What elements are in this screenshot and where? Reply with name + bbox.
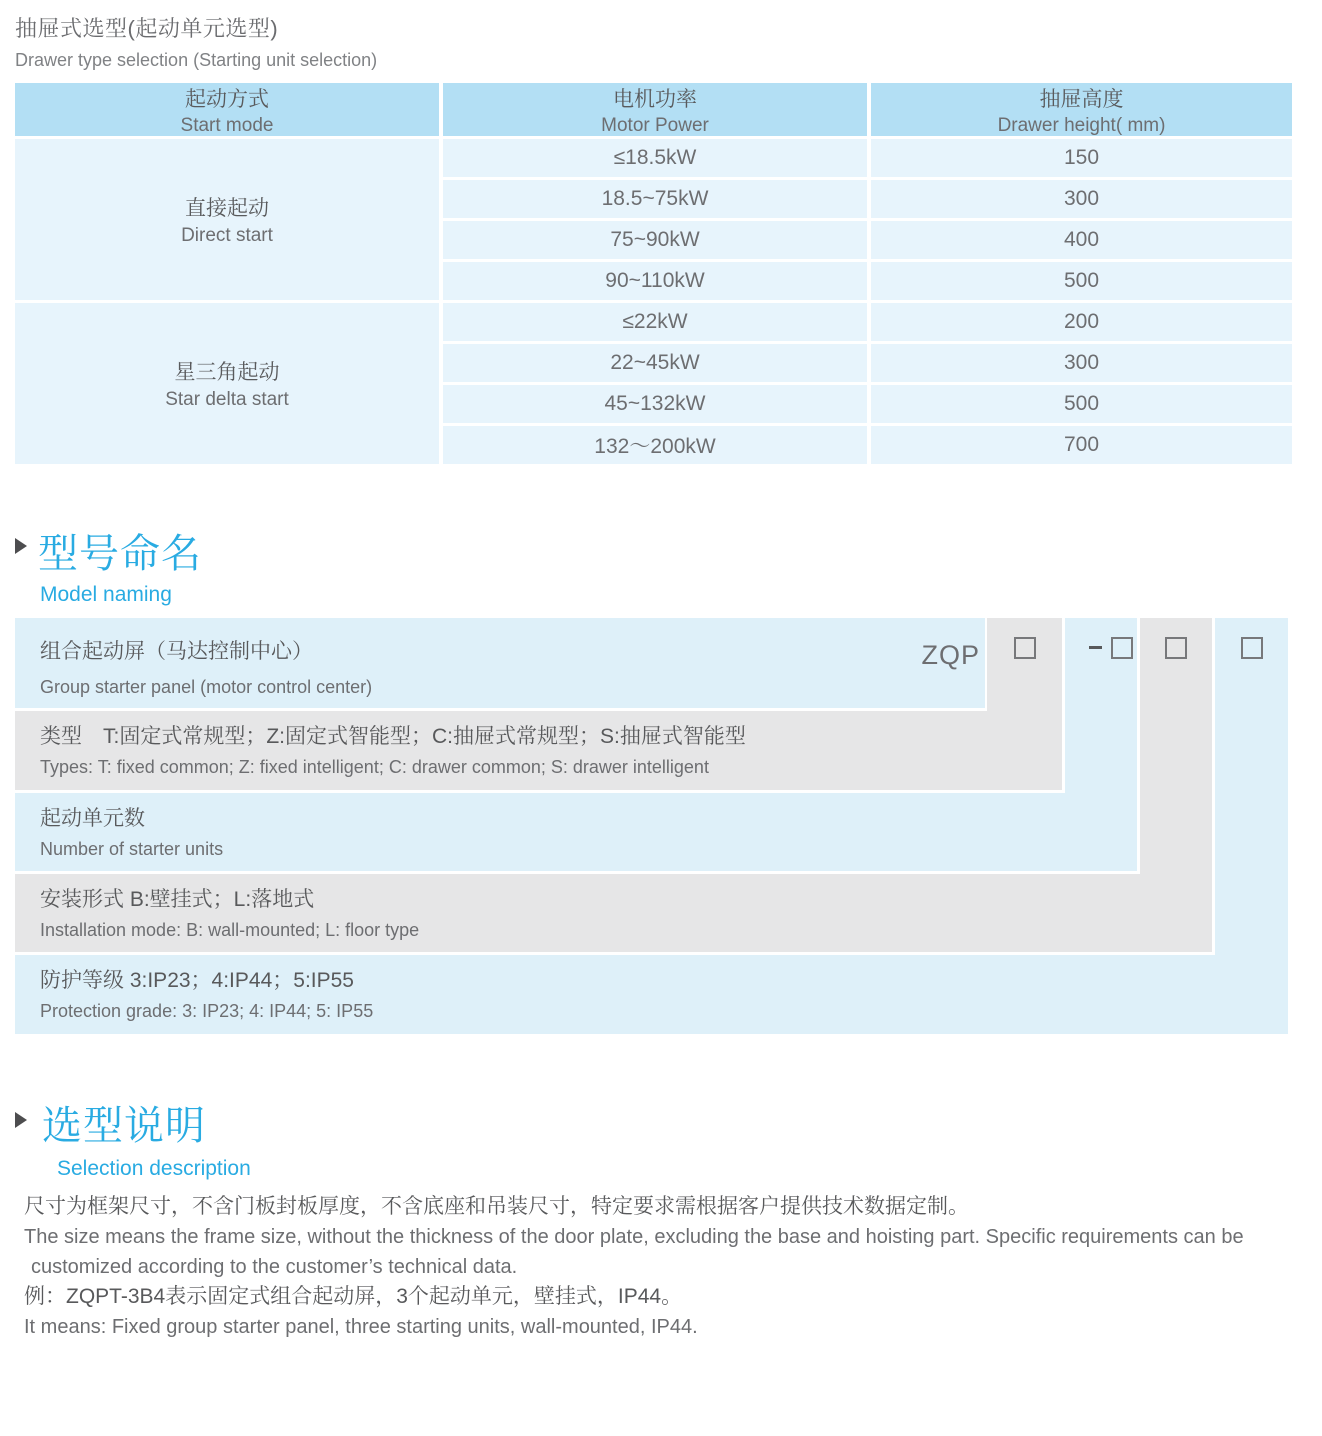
model-row-en: Types: T: fixed common; Z: fixed intelligent; C: drawer common; S: drawer intelligent: [40, 757, 709, 777]
section-title-cn: 型号命名: [38, 532, 202, 576]
drawer-selection-table: [15, 83, 1288, 464]
model-row-cn: 类型 T:固定式常规型；Z:固定式智能型；C:抽屉式常规型；S:抽屉式智能型: [40, 725, 746, 748]
height-cell: 700: [871, 426, 1292, 464]
dash-icon: [1089, 646, 1102, 649]
desc-line: The size means the frame size, without the thickness of the door plate, excluding the base and hoisting part. Specific requirements can be: [24, 1226, 1244, 1248]
selection-description-paragraph: [24, 1192, 1298, 1342]
model-row-installation-mode: [15, 874, 1212, 952]
section-title-en: Model naming: [40, 583, 172, 606]
power-cell: ≤22kW: [443, 303, 867, 341]
model-row-cn: 防护等级 3:IP23；4:IP44；5:IP55: [40, 969, 354, 992]
model-naming-diagram: [15, 618, 1288, 1034]
height-cell: 200: [871, 303, 1292, 341]
model-strip-units: [1065, 618, 1137, 871]
desc-line: It means: Fixed group starter panel, three starting units, wall-mounted, IP44.: [24, 1316, 698, 1338]
height-cell: 150: [871, 139, 1292, 177]
section-model-naming: [15, 522, 202, 607]
model-strip-installation: [1140, 618, 1212, 952]
desc-line: 尺寸为框架尺寸，不含门板封板厚度，不含底座和吊装尺寸，特定要求需根据客户提供技术数据定制。: [24, 1195, 969, 1218]
column-header-cn: 起动方式: [185, 87, 269, 111]
model-row-types: [15, 711, 1062, 790]
power-cell: ≤18.5kW: [443, 139, 867, 177]
height-cell: 300: [871, 180, 1292, 218]
mode-label-cn: 星三角起动: [174, 361, 280, 384]
model-row-protection-grade: [15, 955, 1288, 1034]
document-title: [15, 12, 377, 71]
model-row-en: Protection grade: 3: IP23; 4: IP44; 5: IP55: [40, 1001, 374, 1021]
column-header-drawer-height: [871, 83, 1292, 136]
model-strip-protection: [1215, 618, 1288, 1034]
column-header-motor-power: [443, 83, 867, 136]
column-header-en: Motor Power: [601, 114, 709, 136]
power-cell: 75~90kW: [443, 221, 867, 259]
section-selection-description: [15, 1094, 251, 1181]
mode-label-en: Direct start: [181, 225, 273, 246]
column-header-start-mode: [15, 83, 439, 136]
section-title-en: Selection description: [57, 1157, 251, 1180]
column-header-cn: 电机功率: [613, 87, 697, 111]
mode-cell-direct-start: [15, 139, 439, 300]
model-digit-box-icon: [1241, 637, 1263, 659]
power-cell: 132～200kW: [443, 426, 867, 464]
power-cell: 90~110kW: [443, 262, 867, 300]
model-row-en: Installation mode: B: wall-mounted; L: floor type: [40, 920, 420, 940]
model-row-starter-units: [15, 793, 1137, 871]
model-code-prefix: ZQP: [921, 640, 980, 670]
column-header-cn: 抽屉高度: [1039, 87, 1124, 111]
column-header-en: Start mode: [180, 114, 274, 136]
height-cell: 400: [871, 221, 1292, 259]
power-cell: 22~45kW: [443, 344, 867, 382]
desc-line: 例：ZQPT-3B4表示固定式组合起动屏，3个起动单元，壁挂式，IP44。: [24, 1285, 683, 1308]
model-row-en: Number of starter units: [40, 839, 224, 859]
section-title-cn: 选型说明: [42, 1104, 206, 1148]
section-arrow-icon: [15, 538, 27, 554]
model-row-en: Group starter panel (motor control center): [40, 677, 373, 697]
document-title-cn: 抽屉式选型(起动单元选型): [15, 16, 279, 41]
height-cell: 300: [871, 344, 1292, 382]
power-cell: 18.5~75kW: [443, 180, 867, 218]
section-arrow-icon: [15, 1112, 27, 1128]
model-digit-box-icon: [1111, 637, 1133, 659]
model-strip-type: [987, 618, 1062, 790]
model-row-cn: 组合起动屏（马达控制中心）: [40, 640, 313, 663]
power-cell: 45~132kW: [443, 385, 867, 423]
model-digit-box-icon: [1165, 637, 1187, 659]
mode-label-en: Star delta start: [165, 389, 289, 410]
model-row-cn: 安装形式 B:壁挂式；L:落地式: [40, 888, 315, 911]
height-cell: 500: [871, 385, 1292, 423]
height-cell: 500: [871, 262, 1292, 300]
mode-label-cn: 直接起动: [185, 197, 269, 220]
mode-cell-star-delta-start: [15, 303, 439, 464]
model-row-group-starter-panel: [15, 618, 985, 708]
column-header-en: Drawer height( mm): [997, 114, 1166, 136]
desc-line: customized according to the customer’s technical data.: [31, 1256, 518, 1278]
document-title-en: Drawer type selection (Starting unit selection): [15, 50, 378, 70]
model-row-cn: 起动单元数: [40, 807, 145, 830]
model-digit-box-icon: [1014, 637, 1036, 659]
